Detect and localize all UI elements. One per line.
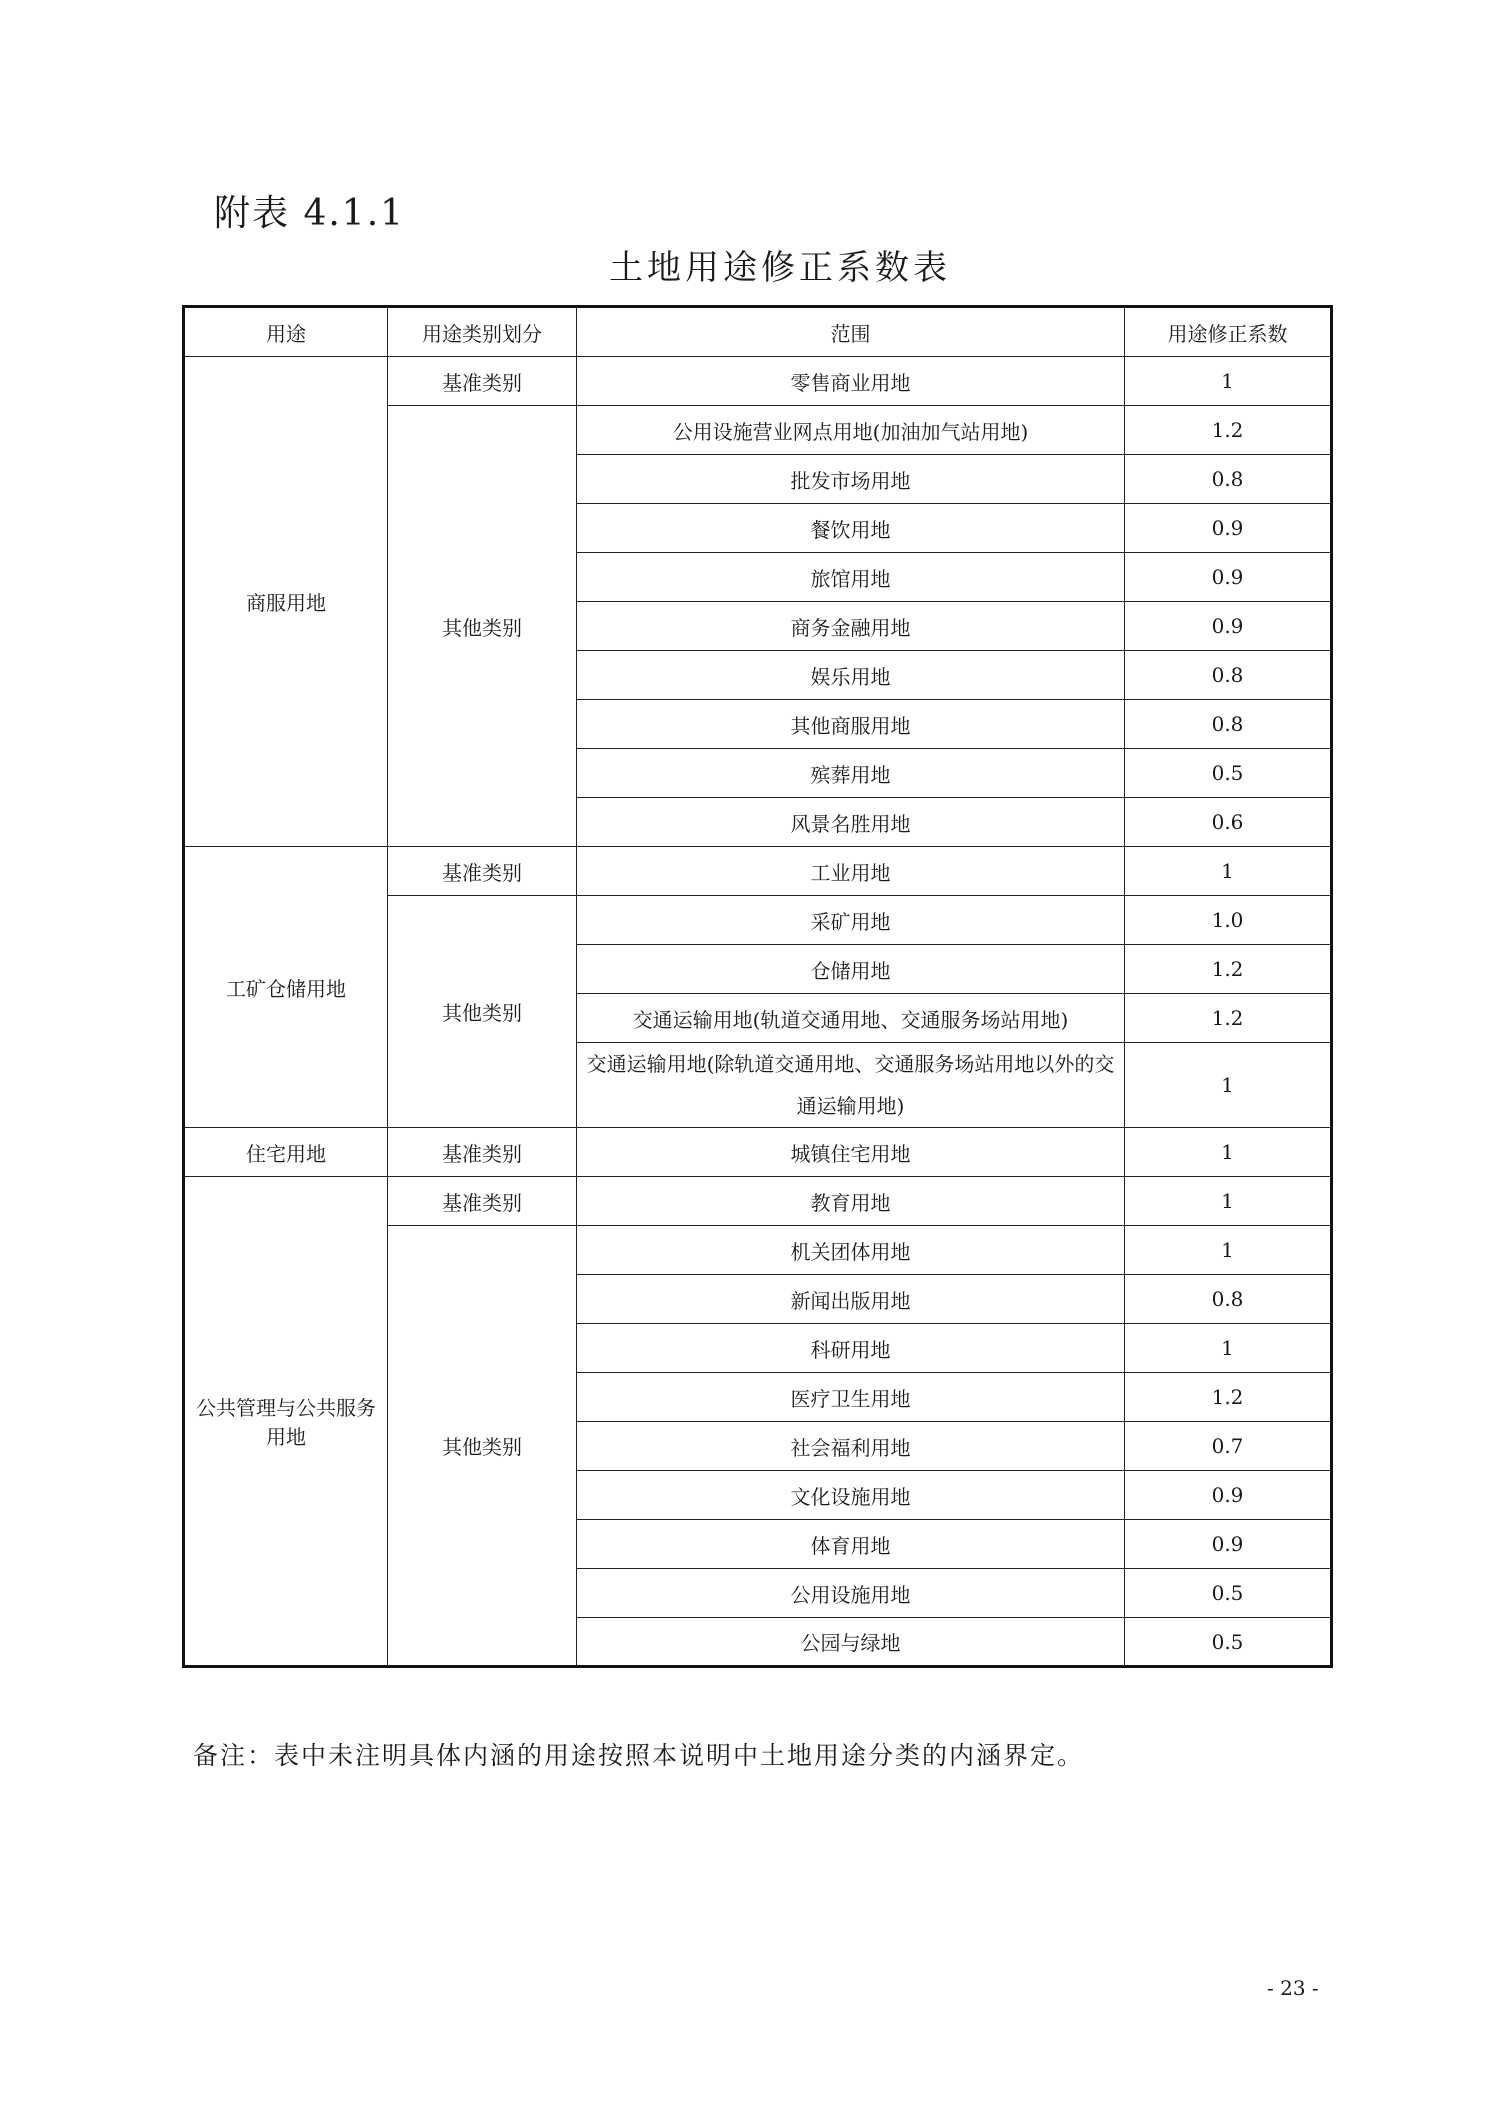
coefficient-cell: 0.7 [1125, 1422, 1332, 1471]
coefficient-cell: 0.8 [1125, 651, 1332, 700]
table-row [184, 1128, 1332, 1177]
scope-cell: 机关团体用地 [577, 1226, 1125, 1275]
scope-cell: 交通运输用地(轨道交通用地、交通服务场站用地) [577, 994, 1125, 1043]
scope-cell: 零售商业用地 [577, 357, 1125, 406]
header-category: 用途类别划分 [388, 307, 577, 357]
category-cell: 基准类别 [388, 1177, 577, 1226]
coefficient-cell: 1.2 [1125, 994, 1332, 1043]
coefficient-cell: 0.5 [1125, 1618, 1332, 1667]
category-cell: 基准类别 [388, 357, 577, 406]
table-row [184, 1177, 1332, 1226]
footnote: 备注：表中未注明具体内涵的用途按照本说明中土地用途分类的内涵界定。 [193, 1741, 1085, 1770]
scope-cell: 体育用地 [577, 1520, 1125, 1569]
table-row [184, 847, 1332, 896]
scope-cell: 批发市场用地 [577, 455, 1125, 504]
scope-cell: 城镇住宅用地 [577, 1128, 1125, 1177]
coefficient-cell: 1.2 [1125, 1373, 1332, 1422]
scope-cell: 商务金融用地 [577, 602, 1125, 651]
scope-cell: 旅馆用地 [577, 553, 1125, 602]
use-cell: 住宅用地 [184, 1128, 388, 1177]
scope-cell: 风景名胜用地 [577, 798, 1125, 847]
scope-cell: 教育用地 [577, 1177, 1125, 1226]
scope-cell: 其他商服用地 [577, 700, 1125, 749]
table-row [184, 357, 1332, 406]
scope-cell: 采矿用地 [577, 896, 1125, 945]
category-cell: 基准类别 [388, 847, 577, 896]
scope-cell: 餐饮用地 [577, 504, 1125, 553]
coefficient-cell: 0.9 [1125, 602, 1332, 651]
scope-cell: 科研用地 [577, 1324, 1125, 1373]
coefficient-cell: 1 [1125, 1043, 1332, 1128]
scope-cell: 娱乐用地 [577, 651, 1125, 700]
scope-cell: 文化设施用地 [577, 1471, 1125, 1520]
coefficient-cell: 1 [1125, 357, 1332, 406]
table-id: 附表 4.1.1 [214, 193, 406, 234]
scope-cell: 新闻出版用地 [577, 1275, 1125, 1324]
scope-cell: 仓储用地 [577, 945, 1125, 994]
category-cell: 其他类别 [388, 1226, 577, 1667]
scope-cell: 公用设施用地 [577, 1569, 1125, 1618]
page-number: - 23 - [1267, 1976, 1319, 2000]
coefficient-cell: 0.9 [1125, 553, 1332, 602]
scope-cell: 医疗卫生用地 [577, 1373, 1125, 1422]
scope-cell: 社会福利用地 [577, 1422, 1125, 1471]
coefficient-cell: 0.9 [1125, 1471, 1332, 1520]
use-cell: 公共管理与公共服务用地 [184, 1177, 388, 1667]
coefficient-cell: 0.8 [1125, 455, 1332, 504]
table-title: 土地用途修正系数表 [609, 248, 951, 288]
coefficient-table [182, 305, 1333, 1668]
scope-cell: 工业用地 [577, 847, 1125, 896]
coefficient-cell: 0.9 [1125, 1520, 1332, 1569]
coefficient-cell: 0.6 [1125, 798, 1332, 847]
table-header-row [184, 307, 1332, 357]
header-scope: 范围 [577, 307, 1125, 357]
coefficient-cell: 1 [1125, 1128, 1332, 1177]
scope-cell: 殡葬用地 [577, 749, 1125, 798]
coefficient-cell: 1.0 [1125, 896, 1332, 945]
coefficient-cell: 1 [1125, 1177, 1332, 1226]
category-cell: 其他类别 [388, 406, 577, 847]
category-cell: 基准类别 [388, 1128, 577, 1177]
coefficient-cell: 1.2 [1125, 406, 1332, 455]
coefficient-cell: 0.5 [1125, 749, 1332, 798]
coefficient-cell: 1 [1125, 847, 1332, 896]
scope-cell: 公用设施营业网点用地(加油加气站用地) [577, 406, 1125, 455]
header-coefficient: 用途修正系数 [1125, 307, 1332, 357]
coefficient-cell: 0.9 [1125, 504, 1332, 553]
coefficient-cell: 0.8 [1125, 1275, 1332, 1324]
scope-cell: 交通运输用地(除轨道交通用地、交通服务场站用地以外的交通运输用地) [577, 1043, 1125, 1128]
use-cell: 商服用地 [184, 357, 388, 847]
header-use: 用途 [184, 307, 388, 357]
coefficient-cell: 0.5 [1125, 1569, 1332, 1618]
coefficient-cell: 0.8 [1125, 700, 1332, 749]
coefficient-cell: 1 [1125, 1226, 1332, 1275]
coefficient-cell: 1.2 [1125, 945, 1332, 994]
coefficient-cell: 1 [1125, 1324, 1332, 1373]
use-cell: 工矿仓储用地 [184, 847, 388, 1128]
category-cell: 其他类别 [388, 896, 577, 1128]
scope-cell: 公园与绿地 [577, 1618, 1125, 1667]
